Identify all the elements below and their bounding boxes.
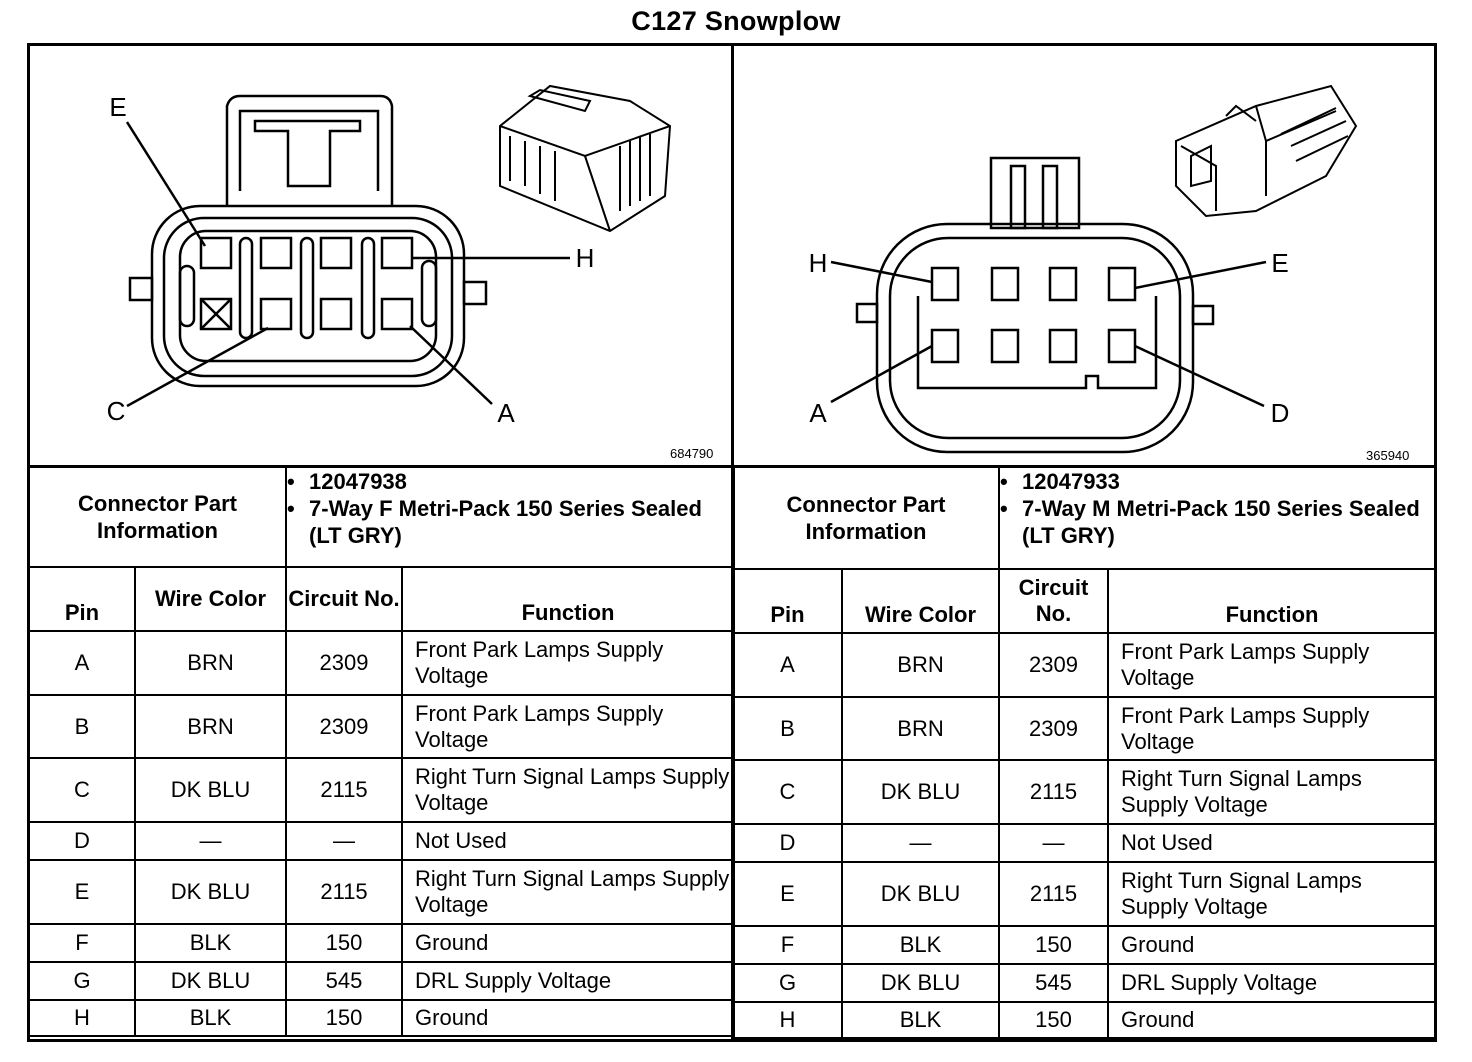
wire-color-cell: BLK [135,1000,286,1036]
pin-cell: A [29,631,135,695]
circuit-cell: 2309 [999,697,1108,760]
wire-color-cell: DK BLU [135,758,286,822]
right-pinout-table [732,466,1437,1039]
pin-cell: B [29,695,135,758]
function-cell: Right Turn Signal Lamps Supply Voltage [1108,862,1436,926]
table-row [29,758,734,822]
diagram-title: C127 Snowplow [631,6,841,36]
wire-color-cell: DK BLU [842,964,999,1002]
part-description: • 7-Way M Metri-Pack 150 Series Sealed (LT GRY) [1000,496,1420,548]
wire-color-cell: BRN [135,695,286,758]
function-cell: Ground [1108,926,1436,964]
callout-e: E [1271,248,1289,278]
circuit-cell: 2309 [999,633,1108,697]
wire-color-header: Wire Color [842,569,999,633]
wire-color-cell: DK BLU [135,860,286,924]
wire-color-cell: DK BLU [842,862,999,926]
circuit-cell: 2309 [286,631,402,695]
wire-color-cell: BRN [135,631,286,695]
part-info-list [286,467,734,567]
circuit-cell: — [999,824,1108,862]
left-pinout-table [28,466,735,1037]
function-cell: Right Turn Signal Lamps Supply Voltage [1108,760,1436,824]
pin-cell: D [733,824,842,862]
function-cell: Front Park Lamps Supply Voltage [402,631,734,695]
callout-c: C [106,396,126,426]
circuit-cell: 545 [999,964,1108,1002]
wire-color-cell: DK BLU [135,962,286,1000]
circuit-cell: 150 [286,1000,402,1036]
table-row [733,824,1436,862]
callout-a: A [497,398,515,428]
pin-cell: C [29,758,135,822]
part-info-list [999,467,1436,569]
table-row [29,695,734,758]
circuit-cell: 150 [999,926,1108,964]
right-connector-pane [736,46,1434,466]
table-row [29,1000,734,1036]
table-row [29,631,734,695]
callout-h: H [575,243,595,273]
pin-cell: D [29,822,135,860]
pin-cell: H [733,1002,842,1038]
circuit-cell: — [286,822,402,860]
table-row [733,760,1436,824]
pin-cell: C [733,760,842,824]
part-info-row [29,467,734,567]
wire-color-cell: BLK [842,1002,999,1038]
part-info-label: Connector Part Information [29,467,286,567]
circuit-cell: 150 [999,1002,1108,1038]
circuit-cell: 2115 [999,862,1108,926]
callout-e: E [109,92,127,122]
pin-header: Pin [29,567,135,631]
table-row [29,822,734,860]
circuit-cell: 2115 [999,760,1108,824]
pin-cell: E [733,862,842,926]
function-cell: DRL Supply Voltage [1108,964,1436,1002]
callout-a: A [809,398,827,428]
wire-color-cell: BRN [842,633,999,697]
female-connector-face-drawing [30,46,733,466]
right-image-id: 365940 [1366,448,1410,463]
callout-h: H [808,248,828,278]
function-cell: Not Used [402,822,734,860]
table-row [29,962,734,1000]
callout-d: D [1270,398,1290,428]
table-row [29,924,734,962]
header-row [733,569,1436,633]
table-row [733,697,1436,760]
left-image-id: 684790 [670,446,714,461]
table-row [733,964,1436,1002]
circuit-cell: 545 [286,962,402,1000]
function-cell: Front Park Lamps Supply Voltage [402,695,734,758]
function-cell: DRL Supply Voltage [402,962,734,1000]
pin-cell: G [29,962,135,1000]
table-row [733,1002,1436,1038]
function-cell: Not Used [1108,824,1436,862]
wire-color-cell: DK BLU [842,760,999,824]
part-info-row [733,467,1436,569]
table-row [29,860,734,924]
function-header: Function [402,567,734,631]
male-connector-face-drawing [736,46,1434,466]
part-description: • 7-Way F Metri-Pack 150 Series Sealed (LT GRY) [287,496,702,548]
function-cell: Right Turn Signal Lamps Supply Voltage [402,758,734,822]
wire-color-cell: BRN [842,697,999,760]
pin-cell: H [29,1000,135,1036]
circuit-cell: 2115 [286,860,402,924]
function-cell: Front Park Lamps Supply Voltage [1108,697,1436,760]
wire-color-cell: BLK [842,926,999,964]
circuit-cell: 150 [286,924,402,962]
table-row [733,633,1436,697]
function-cell: Right Turn Signal Lamps Supply Voltage [402,860,734,924]
pin-header: Pin [733,569,842,633]
part-number: • 12047938 [287,469,407,494]
circuit-cell: 2115 [286,758,402,822]
pin-cell: E [29,860,135,924]
table-row [733,926,1436,964]
header-row [29,567,734,631]
function-cell: Front Park Lamps Supply Voltage [1108,633,1436,697]
table-row [733,862,1436,926]
circuit-header: Circuit No. [999,569,1108,633]
pin-cell: B [733,697,842,760]
pin-cell: A [733,633,842,697]
left-connector-pane [30,46,733,466]
pin-cell: F [733,926,842,964]
part-number: • 12047933 [1000,469,1120,494]
pin-cell: F [29,924,135,962]
function-cell: Ground [1108,1002,1436,1038]
wire-color-cell: — [135,822,286,860]
wire-color-cell: — [842,824,999,862]
function-header: Function [1108,569,1436,633]
wire-color-cell: BLK [135,924,286,962]
part-info-label: Connector Part Information [733,467,999,569]
circuit-header: Circuit No. [286,567,402,631]
pin-cell: G [733,964,842,1002]
circuit-cell: 2309 [286,695,402,758]
function-cell: Ground [402,924,734,962]
function-cell: Ground [402,1000,734,1036]
wire-color-header: Wire Color [135,567,286,631]
